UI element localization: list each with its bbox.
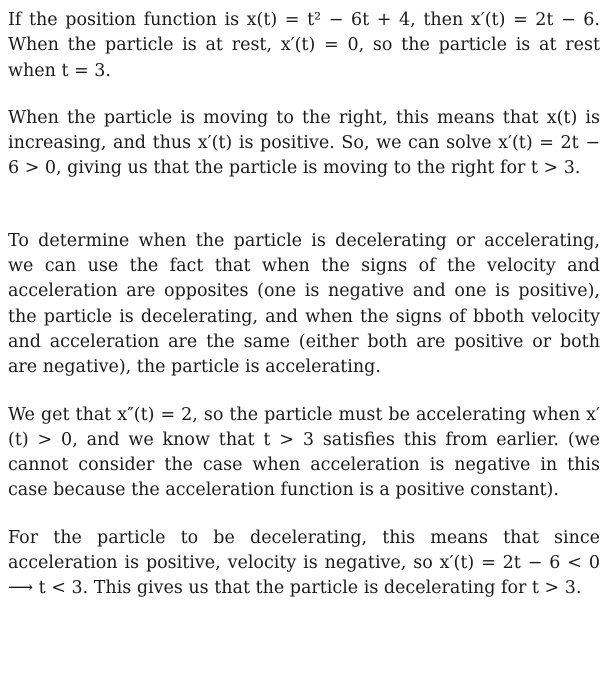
paragraph-accelerating: We get that x″(t) = 2, so the particle must be accelerating when x′(t) > 0, and we know that t > 3 satisfies this from earlier. (we cannot consider the case when acceleration is negative in this case because the acceleration function is a positive constant). bbox=[8, 404, 600, 501]
solution-document bbox=[8, 8, 600, 602]
paragraph-rest: If the position function is x(t) = t² − 6t + 4, then x′(t) = 2t − 6. When the particle is at rest, x′(t) = 0, so the particle is at rest when t = 3. bbox=[8, 10, 600, 81]
paragraph-accel-method: To determine when the particle is decelerating or accelerating, we can use the fact that when the signs of the velocity and acceleration are opposites (one is negative and one is positive), the particle is decelerating, and when the signs of bboth velocity and acceleration are the same (either both are positive or both are negative), the particle is accelerating. bbox=[8, 230, 600, 378]
paragraph-decelerating: For the particle to be decelerating, this means that since acceleration is positive, velocity is negative, so x′(t) = 2t − 6 < 0 ⟶ t < 3. This gives us that the particle is decelerating for t > 3. bbox=[8, 527, 600, 599]
paragraph-moving-right: When the particle is moving to the right, this means that x(t) is increasing, and thus x′(t) is positive. So, we can solve x′(t) = 2t − 6 > 0, giving us that the particle is moving to the right for t > 3. bbox=[8, 107, 600, 179]
